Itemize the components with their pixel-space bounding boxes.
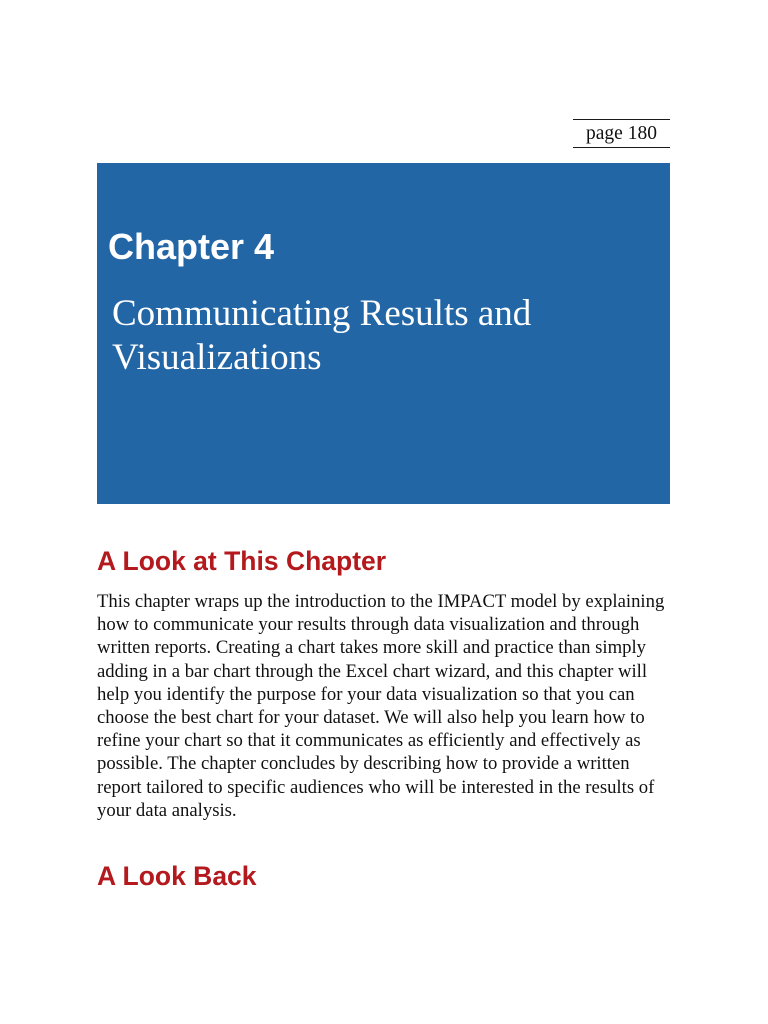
paragraph-line: adding in a bar chart through the Excel chart wizard, and this chapter will <box>97 660 648 682</box>
section-heading-look-at-chapter: A Look at This Chapter <box>97 546 387 576</box>
paragraph-line: report tailored to specific audiences who will be interested in the results of <box>97 776 655 798</box>
paragraph-line: help you identify the purpose for your data visualization so that you can <box>97 683 635 705</box>
paragraph-line: choose the best chart for your dataset. We will also help you learn how to <box>97 706 645 728</box>
chapter-intro-paragraph <box>97 590 677 822</box>
chapter-title: Communicating Results and Visualizations <box>112 293 532 378</box>
page-number-label <box>573 119 670 148</box>
section-heading-look-back: A Look Back <box>97 861 257 891</box>
chapter-number: Chapter 4 <box>108 226 275 267</box>
paragraph-line: possible. The chapter concludes by describing how to provide a written <box>97 753 630 775</box>
paragraph-line: refine your chart so that it communicates as efficiently and effectively as <box>97 730 641 752</box>
paragraph-line: written reports. Creating a chart takes more skill and practice than simply <box>97 637 647 659</box>
page-number-text: page 180 <box>586 122 657 144</box>
paragraph-line: This chapter wraps up the introduction to the IMPACT model by explaining <box>97 591 665 612</box>
paragraph-line: your data analysis. <box>97 799 237 821</box>
paragraph-line: how to communicate your results through data visualization and through <box>97 614 640 636</box>
chapter-banner <box>97 163 670 504</box>
